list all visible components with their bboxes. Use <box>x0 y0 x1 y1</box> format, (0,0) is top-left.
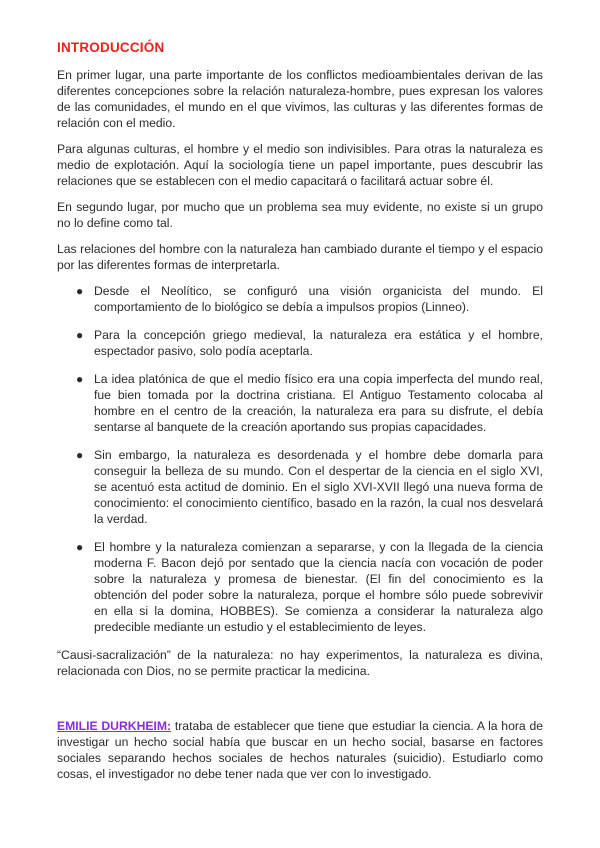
paragraph: En primer lugar, una parte importante de los conflictos medioambientales derivan de las diferentes concepciones sobre la relación naturaleza-hombre, pues expresan los valores de las comunidades, el mundo en el que vivimos, las culturas y las diferentes formas de relación con el medio. <box>57 68 543 130</box>
list-item <box>57 327 543 359</box>
list-item-text: Desde el Neolítico, se configuró una visión organicista del mundo. El comportamiento de lo biológico se debía a impulsos propios (Linneo). <box>94 284 543 314</box>
list-item <box>57 371 543 435</box>
durkheim-text: trataba de establecer que tiene que estudiar la ciencia. A la hora de investigar un hecho social había que buscar en un hecho social, basarse en factores sociales separando hechos sociales de hechos naturales (suicidio). Estudiarlo como cosas, el investigador no debe tener nada que ver con lo investigado. <box>57 719 543 781</box>
paragraph: Para algunas culturas, el hombre y el medio son indivisibles. Para otras la naturaleza es medio de explotación. Aquí la sociología tiene un papel importante, pues descubrir las relaciones que se establecen con el medio capacitará o facilitará actuar sobre él. <box>57 142 543 188</box>
bullet-icon: ● <box>76 540 84 554</box>
list-item-text: Para la concepción griego medieval, la naturaleza era estática y el hombre, espectador pasivo, solo podía aceptarla. <box>94 328 543 358</box>
closing-paragraph: “Causi-sacralización” de la naturaleza: no hay experimentos, la naturaleza es divina, relacionada con Dios, no se permite practicar la medicina. <box>57 648 543 678</box>
paragraph: Las relaciones del hombre con la naturaleza han cambiado durante el tiempo y el espacio por las diferentes formas de interpretarla. <box>57 242 543 272</box>
bullet-list <box>57 283 543 635</box>
bullet-icon: ● <box>76 328 84 342</box>
list-item <box>57 283 543 315</box>
list-item-text: La idea platónica de que el medio físico era una copia imperfecta del mundo real, fue bien tomada por la doctrina cristiana. El Antiguo Testamento colocaba al hombre en el centro de la creación, la naturaleza era para su disfrute, el debía sentarse al banquete de la creación aportando sus propias capacidades. <box>94 372 543 434</box>
list-item <box>57 539 543 635</box>
bullet-icon: ● <box>76 284 84 298</box>
document-page <box>57 40 543 792</box>
author-name: EMILIE DURKHEIM: <box>57 719 172 733</box>
section-spacer <box>57 689 543 718</box>
list-item-text: El hombre y la naturaleza comienzan a separarse, y con la llegada de la ciencia moderna F. Bacon dejó por sentado que la ciencia nacía con vocación de poder sobre la naturaleza y promesa de bienestar. (El fin del conocimiento es la obtención del poder sobre la naturaleza, porque el hombre sólo puede sobrevivir en ella si la domina, HOBBES). Se comienza a considerar la naturaleza algo predecible mediante un estudio y el establecimiento de leyes. <box>94 540 543 634</box>
list-item <box>57 447 543 527</box>
bullet-icon: ● <box>76 448 84 462</box>
section-heading: INTRODUCCIÓN <box>57 40 165 55</box>
paragraph: En segundo lugar, por mucho que un problema sea muy evidente, no existe si un grupo no lo define como tal. <box>57 200 543 230</box>
bullet-icon: ● <box>76 372 84 386</box>
durkheim-paragraph <box>57 718 543 782</box>
list-item-text: Sin embargo, la naturaleza es desordenada y el hombre debe domarla para conseguir la belleza de su mundo. Con el despertar de la ciencia en el siglo XVI, se acentuó esta actitud de dominio. En el siglo XVI-XVII llegó una nueva forma de conocimiento: el conocimiento científico, basado en la razón, la cual nos desvelará la verdad. <box>94 448 543 526</box>
